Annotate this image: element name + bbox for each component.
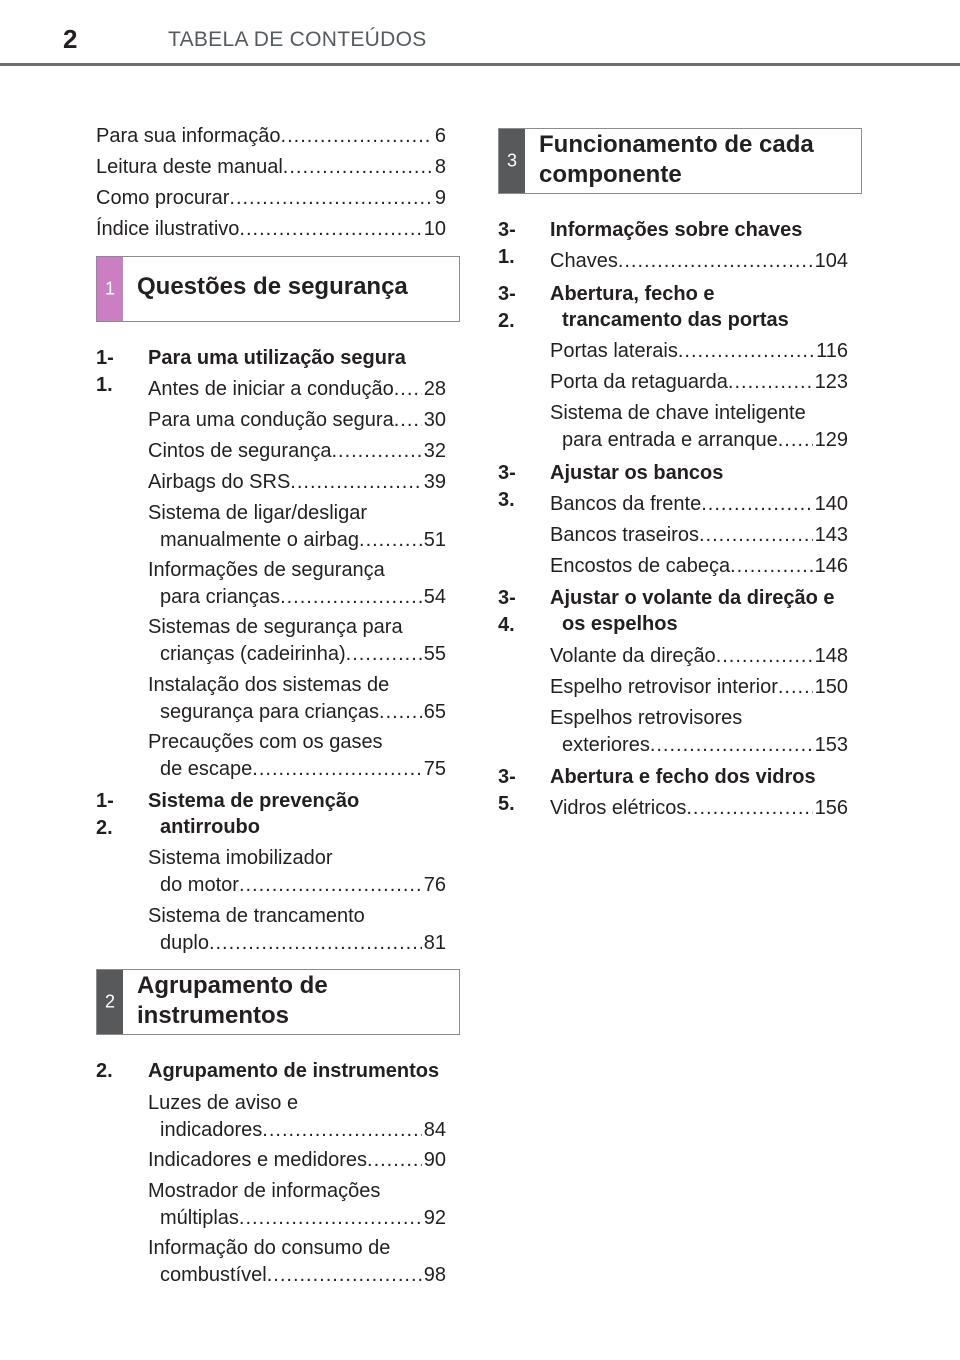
- toc-entry[interactable]: Encostos de cabeça ..... 146: [550, 553, 848, 580]
- header-title: TABELA DE CONTEÚDOS: [168, 28, 427, 51]
- toc-entry[interactable]: Espelho retrovisor interior ..... 150: [550, 674, 848, 701]
- chapter-2-title: Agrupamento de instrumentos: [137, 972, 328, 1029]
- toc-entry[interactable]: Sistema de chave inteligente para entrada e arranque ..... 129: [550, 400, 848, 454]
- chapter-3-header[interactable]: [498, 128, 862, 194]
- toc-entry[interactable]: Antes de iniciar a condução ..... 28: [148, 376, 446, 403]
- chapter-3-title: Funcionamento de cada componente: [539, 131, 814, 188]
- toc-entry[interactable]: Porta da retaguarda ..... 123: [550, 369, 848, 396]
- toc-entry-para-sua-informacao[interactable]: Para sua informação ..... 6: [96, 123, 446, 150]
- toc-entry-indice-ilustrativo[interactable]: Índice ilustrativo ..... 10: [96, 216, 446, 243]
- toc-entry[interactable]: Sistema imobilizador do motor ..... 76: [148, 845, 446, 899]
- toc-entry-como-procurar[interactable]: Como procurar ..... 9: [96, 185, 446, 212]
- toc-entry[interactable]: Sistemas de segurança para crianças (cadeirinha) ..... 55: [148, 614, 446, 668]
- header-rule: [0, 63, 960, 66]
- toc-entry[interactable]: Cintos de segurança ..... 32: [148, 438, 446, 465]
- chapter-2-tab: 2: [97, 970, 123, 1034]
- page-header: [0, 0, 960, 66]
- toc-entry[interactable]: Bancos traseiros ..... 143: [550, 522, 848, 549]
- toc-entry[interactable]: Bancos da frente ..... 140: [550, 491, 848, 518]
- toc-entry[interactable]: Volante da direção ..... 148: [550, 643, 848, 670]
- chapter-1-title: Questões de segurança: [137, 273, 408, 300]
- toc-entry[interactable]: Sistema de trancamento duplo ..... 81: [148, 903, 446, 957]
- toc-entry[interactable]: Chaves ..... 104: [550, 248, 848, 275]
- chapter-1-header[interactable]: [96, 256, 460, 322]
- chapter-1-tab: 1: [97, 257, 123, 321]
- toc-entry[interactable]: Instalação dos sistemas de segurança para crianças ..... 65: [148, 672, 446, 726]
- toc-entry[interactable]: Informações de segurança para crianças ..... 54: [148, 557, 446, 611]
- page-number: 2: [63, 24, 78, 54]
- toc-entry[interactable]: Airbags do SRS ..... 39: [148, 469, 446, 496]
- toc-entry[interactable]: Informação do consumo de combustível ..... 98: [148, 1235, 446, 1289]
- chapter-2-header[interactable]: [96, 969, 460, 1035]
- toc-entry[interactable]: Luzes de aviso e indicadores ..... 84: [148, 1090, 446, 1144]
- toc-entry[interactable]: Sistema de ligar/desligar manualmente o airbag ..... 51: [148, 500, 446, 554]
- toc-entry[interactable]: Para uma condução segura ..... 30: [148, 407, 446, 434]
- toc-entry[interactable]: Portas laterais ..... 116: [550, 338, 848, 365]
- toc-entry[interactable]: Precauções com os gases de escape ..... 75: [148, 729, 446, 783]
- toc-entry[interactable]: Vidros elétricos ..... 156: [550, 795, 848, 822]
- chapter-3-tab: 3: [499, 129, 525, 193]
- toc-entry[interactable]: Indicadores e medidores ..... 90: [148, 1147, 446, 1174]
- toc-entry[interactable]: Espelhos retrovisores exteriores ..... 153: [550, 705, 848, 759]
- toc-entry[interactable]: Mostrador de informações múltiplas ..... 92: [148, 1178, 446, 1232]
- toc-entry-leitura-deste-manual[interactable]: Leitura deste manual ..... 8: [96, 154, 446, 181]
